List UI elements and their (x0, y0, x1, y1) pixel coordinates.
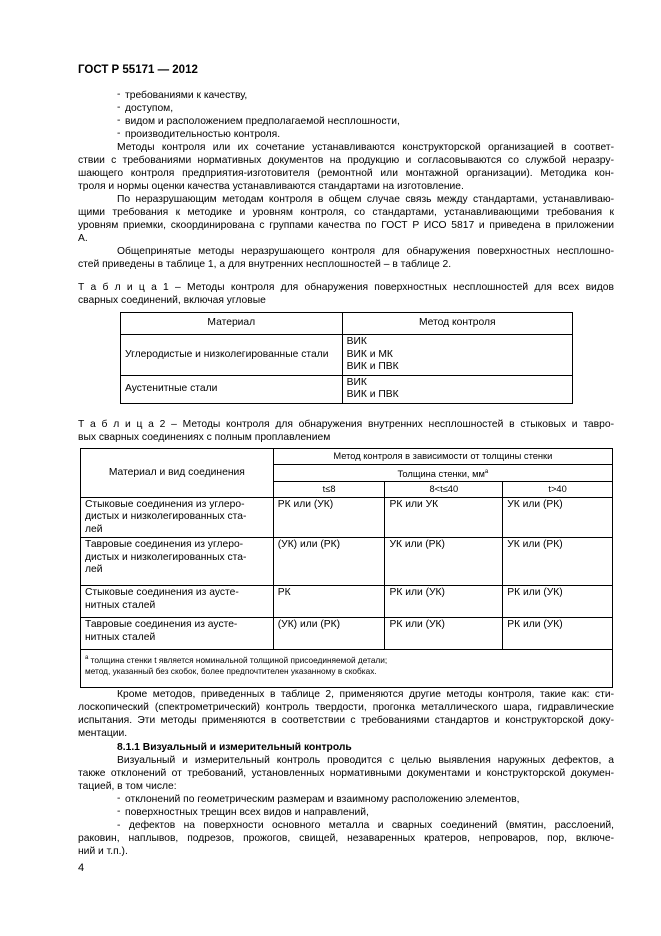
table-cell: РК (273, 586, 385, 618)
table-row (121, 335, 573, 376)
method-item: ВИК и ПВК (346, 361, 399, 372)
table-cell: УК или (РК) (503, 497, 613, 538)
table-header-range: 8<t≤40 (385, 482, 503, 498)
table-row (81, 538, 613, 586)
table-header-material: Материал (121, 313, 343, 335)
table-cell-methods (342, 375, 572, 403)
cell-line: Стыковые соединения из углеро- (85, 498, 245, 510)
method-item: ВИК и МК (346, 348, 393, 360)
list-item: требованиями к качеству, (125, 90, 248, 101)
method-item: ВИК (346, 336, 367, 347)
table-cell: РК или (УК) (503, 586, 613, 618)
table-cell: РК или УК (385, 497, 503, 538)
paragraph-line: А. (78, 233, 88, 244)
thickness-label: Толщина стенки, мм (397, 468, 485, 479)
paragraph-line: уровням приемки, скоординирована с группами качества по ГОСТ Р ИСО 5817 и приведена в приложении (78, 220, 614, 231)
caption-line: вых сварных соединениях с полным проплавлением (78, 432, 331, 443)
paragraph-line: также отклонений от требований, установленных нормативными документами и конструкторской докумен- (78, 768, 614, 779)
table-cell: РК или (УК) (273, 497, 385, 538)
method-item: ВИК (346, 376, 367, 388)
paragraph-line: Методы контроля или их сочетание устанавливаются конструкторской организацией в соответ- (117, 142, 614, 153)
table-notes-row (81, 650, 613, 688)
paragraph-line: Визуальный и измерительный контроль проводится с целью выявления наружных дефектов, а (117, 755, 614, 766)
table-cell-material (81, 586, 274, 618)
cell-line: нитных сталей (85, 631, 156, 643)
table-2 (80, 448, 613, 688)
list-line: раковин, наплывов, подрезов, прожогов, свищей, незаваренных кратеров, непроваров, пор, включе- (78, 833, 614, 844)
table-header-thickness (273, 464, 612, 482)
cell-line: дистых и низколегированных ста- (85, 551, 247, 563)
paragraph-line: ствии с требованиями нормативных документов на продукцию и согласовываются со службой неразру- (78, 155, 614, 166)
table-header-row (81, 449, 613, 465)
table-cell: (УК) или (РК) (273, 618, 385, 650)
page-number: 4 (78, 862, 85, 874)
table-cell-material (81, 618, 274, 650)
table-header-method: Метод контроля в зависимости от толщины стенки (273, 449, 612, 465)
table-cell: РК или (УК) (503, 618, 613, 650)
table-notes (81, 650, 613, 688)
table-header-material: Материал и вид соединения (81, 449, 274, 498)
cell-line: Тавровые соединения из углеро- (85, 539, 244, 551)
cell-line: Стыковые соединения из аусте- (85, 587, 239, 599)
table-cell-material: Аустенитные стали (121, 375, 343, 403)
list-item: доступом, (125, 103, 174, 114)
paragraph-line: По неразрушающим методам контроля в общем случае связь между стандартами, устанавливаю- (117, 194, 614, 205)
caption-line: сварных соединений, включая угловые (78, 295, 266, 306)
paragraph-line: тацией, в том числе: (78, 781, 177, 792)
list-item: отклонений по геометрическим размерам и взаимному расположению элементов, (125, 794, 520, 805)
list-dash: - (117, 806, 121, 817)
list-dash: - (117, 102, 121, 113)
list-item: производительностью контроля. (125, 129, 281, 140)
cell-line: лей (85, 564, 103, 576)
document-header: ГОСТ Р 55171 — 2012 (78, 64, 198, 76)
table-row (81, 586, 613, 618)
table-cell-methods (342, 335, 572, 376)
table-cell: УК или (РК) (503, 538, 613, 586)
list-dash: - (117, 115, 121, 126)
list-item: поверхностных трещин всех видов и направлений, (125, 807, 369, 818)
paragraph-line: лоскопический (спектрометрический) контроль твердости, прогонка металлического шара, гидравлические (78, 702, 614, 713)
list-dash: - (117, 128, 121, 139)
method-item: ВИК и ПВК (346, 389, 399, 400)
table-row (121, 375, 573, 403)
table-header-row (121, 313, 573, 335)
table-cell: РК или (УК) (385, 586, 503, 618)
table-header-range: t≤8 (273, 482, 385, 498)
paragraph-line: Кроме методов, приведенных в таблице 2, применяются другие методы контроля, такие как: сти- (117, 689, 614, 700)
cell-line: Тавровые соединения из аусте- (85, 619, 238, 631)
caption-line: Т а б л и ц а 2 – Методы контроля для обнаружения внутренних несплошностей в стыковых и тавро- (78, 419, 614, 430)
footnote-mark: a (85, 655, 89, 662)
list-line: ний и т.п.). (78, 846, 128, 857)
paragraph-line: ментации. (78, 728, 128, 739)
section-title: 8.1.1 Визуальный и измерительный контроль (117, 742, 352, 753)
cell-line: нитных сталей (85, 599, 156, 611)
list-dash: - (117, 89, 121, 100)
list-line: - дефектов на поверхности основного металла и сварных соединений (вмятин, расслоений, (117, 820, 614, 831)
table-cell: (УК) или (РК) (273, 538, 385, 586)
table-note: метод, указанный без скобок, более предпочтителен указанному в скобках. (85, 665, 377, 676)
paragraph-line: Общепринятые методы неразрушающего контроля для обнаружения поверхностных несплошно- (117, 246, 614, 257)
table-header-method: Метод контроля (342, 313, 572, 335)
list-dash: - (117, 793, 121, 804)
note-text: толщина стенки t является номинальной толщиной присоединяемой детали; (90, 654, 388, 665)
table-cell: РК или (УК) (385, 618, 503, 650)
table-note (85, 653, 608, 666)
table-cell-material: Углеродистые и низколегированные стали (121, 335, 343, 376)
table-cell-material (81, 497, 274, 538)
footnote-mark: a (484, 468, 489, 475)
table-row (81, 618, 613, 650)
table-cell-material (81, 538, 274, 586)
table-cell: УК или (РК) (385, 538, 503, 586)
paragraph-line: троля и нормы оценки качества устанавливаются стандартами на изготовление. (78, 181, 464, 192)
paragraph-line: стей приведены в таблице 1, а для внутренних несплошностей – в таблице 2. (78, 259, 452, 270)
paragraph-line: щими требования к методике и уровням контроля, со стандартами, устанавливающими требования к (78, 207, 614, 218)
paragraph-line: шающего контроля предприятия-изготовителя (ремонтной или монтажной организации). Методика кон- (78, 168, 614, 179)
table-header-range: t>40 (503, 482, 613, 498)
caption-line: Т а б л и ц а 1 – Методы контроля для обнаружения поверхностных несплошностей для всех видов (78, 282, 614, 293)
cell-line: дистых и низколегированных ста- (85, 511, 247, 523)
table-1 (120, 312, 573, 404)
cell-line: лей (85, 523, 103, 535)
list-item: видом и расположением предполагаемой несплошности, (125, 116, 400, 127)
paragraph-line: испытания. Эти методы применяются в соответствии с требованиями стандартов и конструкторской доку- (78, 715, 614, 726)
table-row (81, 497, 613, 538)
